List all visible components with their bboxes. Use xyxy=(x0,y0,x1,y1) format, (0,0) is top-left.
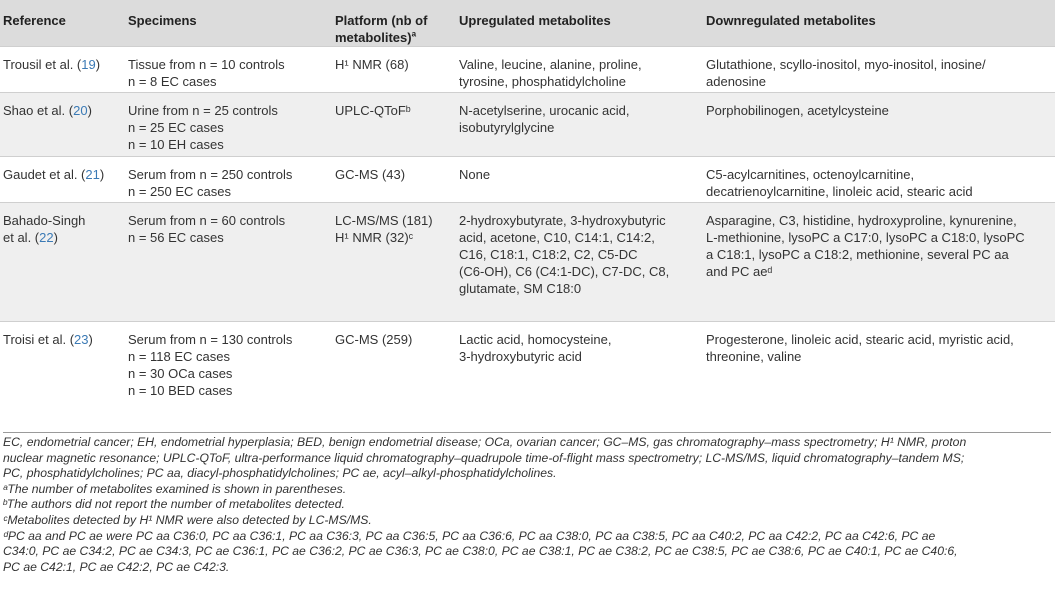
ref-link[interactable]: 23 xyxy=(74,332,89,347)
table-row xyxy=(0,203,1055,322)
footnote-c: ᶜMetabolites detected by H¹ NMR were also detected by LC-MS/MS. xyxy=(3,512,372,527)
table-footnotes xyxy=(3,432,1051,575)
table-row xyxy=(0,157,1055,203)
header-downregulated: Downregulated metabolites xyxy=(706,13,876,28)
footnote-a: ᵃThe number of metabolites examined is shown in parentheses. xyxy=(3,481,347,496)
ref-link[interactable]: 22 xyxy=(39,230,54,245)
cell-specimens: Serum from n = 250 controls n = 250 EC cases xyxy=(128,167,293,199)
footnote-d: ᵈPC aa and PC ae were PC aa C36:0, PC aa C36:1, PC aa C36:3, PC aa C36:5, PC aa C36:6, PC aa C38:0, PC aa C38:5, PC aa C40:2, PC aa C42:2, PC aa C42:6, PC ae xyxy=(3,528,936,543)
header-platform xyxy=(335,0,459,47)
table-row xyxy=(0,322,1055,416)
cell-upregulated: N-acetylserine, urocanic acid, isobutyrylglycine xyxy=(459,103,630,135)
ref-link[interactable]: 19 xyxy=(81,57,96,72)
cell-downregulated: C5-acylcarnitines, octenoylcarnitine, decatrienoylcarnitine, linoleic acid, stearic acid xyxy=(706,167,973,199)
cell-reference: Trousil et al. (19) xyxy=(3,57,101,72)
cell-platform: GC-MS (259) xyxy=(335,332,413,347)
table-row xyxy=(0,47,1055,93)
table-row xyxy=(0,93,1055,157)
cell-downregulated: Glutathione, scyllo-inositol, myo-inositol, inosine/ adenosine xyxy=(706,57,986,89)
cell-downregulated: Progesterone, linoleic acid, stearic acid, myristic acid, threonine, valine xyxy=(706,332,1014,364)
cell-upregulated: None xyxy=(459,167,491,182)
cell-reference: Gaudet et al. (21) xyxy=(3,167,105,182)
ref-link[interactable]: 21 xyxy=(85,167,100,182)
cell-reference: Shao et al. (20) xyxy=(3,103,92,118)
footnote-abbreviations: nuclear magnetic resonance; UPLC-QToF, ultra-performance liquid chromatography–quadrupole time-of-flight mass spectrometry; LC-MS/MS, liquid chromatography–tandem MS; xyxy=(3,450,965,465)
footnote-abbreviations: EC, endometrial cancer; EH, endometrial hyperplasia; BED, benign endometrial disease; OCa, ovarian cancer; GC–MS, gas chromatography–mass spectrometry; H¹ NMR, proton xyxy=(3,435,967,449)
cell-reference: Bahado-Singh et al. (22) xyxy=(3,213,86,245)
footnote-abbreviations: PC, phosphatidylcholines; PC aa, diacyl-phosphatidylcholines; PC ae, acyl–alkyl-phosphatidylcholines. xyxy=(3,466,557,481)
cell-upregulated: 2-hydroxybutyrate, 3-hydroxybutyric acid, acetone, C10, C14:1, C14:2, C16, C18:1, C18:2, C2, C5-DC (C6-OH), C6 (C4:1-DC), C7-DC, C8, glutamate, SM C18:0 xyxy=(459,213,670,296)
footnote-b: ᵇThe authors did not report the number of metabolites detected. xyxy=(3,497,345,512)
footnote-d: PC ae C42:1, PC ae C42:2, PC ae C42:3. xyxy=(3,559,230,574)
cell-platform: UPLC-QToFᵇ xyxy=(335,103,411,118)
cell-specimens: Tissue from n = 10 controls n = 8 EC cases xyxy=(128,57,285,89)
cell-specimens: Serum from n = 130 controls n = 118 EC cases n = 30 OCa cases n = 10 BED cases xyxy=(128,332,293,398)
ref-link[interactable]: 20 xyxy=(73,103,88,118)
header-specimens: Specimens xyxy=(128,13,197,28)
cell-upregulated: Lactic acid, homocysteine, 3-hydroxybutyric acid xyxy=(459,332,612,364)
cell-downregulated: Asparagine, C3, histidine, hydroxyproline, kynurenine, L-methionine, lysoPC a C17:0, lysoPC a C18:0, lysoPC a C18:1, lysoPC a C18:2, methionine, several PC aa and PC aeᵈ xyxy=(706,213,1025,279)
cell-reference: Troisi et al. (23) xyxy=(3,332,93,347)
table-header-row xyxy=(0,0,1055,47)
footnote-d: C34:0, PC ae C34:2, PC ae C34:3, PC ae C36:1, PC ae C36:2, PC ae C36:3, PC ae C38:0, PC ae C38:1, PC ae C38:2, PC ae C38:5, PC ae C38:6, PC ae C40:1, PC ae C40:6, xyxy=(3,544,958,559)
cell-upregulated: Valine, leucine, alanine, proline, tyrosine, phosphatidylcholine xyxy=(459,57,642,89)
header-platform-line1: Platform (nb of xyxy=(335,13,428,28)
header-platform-line2: metabolites)$^a$ xyxy=(335,29,417,45)
cell-platform: H¹ NMR (68) xyxy=(335,57,409,72)
header-upregulated: Upregulated metabolites xyxy=(459,13,611,28)
cell-downregulated: Porphobilinogen, acetylcysteine xyxy=(706,103,889,118)
cell-platform: GC-MS (43) xyxy=(335,167,406,182)
cell-platform: LC-MS/MS (181) H¹ NMR (32)ᶜ xyxy=(335,213,433,245)
cell-specimens: Urine from n = 25 controls n = 25 EC cases n = 10 EH cases xyxy=(128,103,278,152)
cell-specimens: Serum from n = 60 controls n = 56 EC cases xyxy=(128,213,286,245)
header-reference: Reference xyxy=(3,13,66,28)
